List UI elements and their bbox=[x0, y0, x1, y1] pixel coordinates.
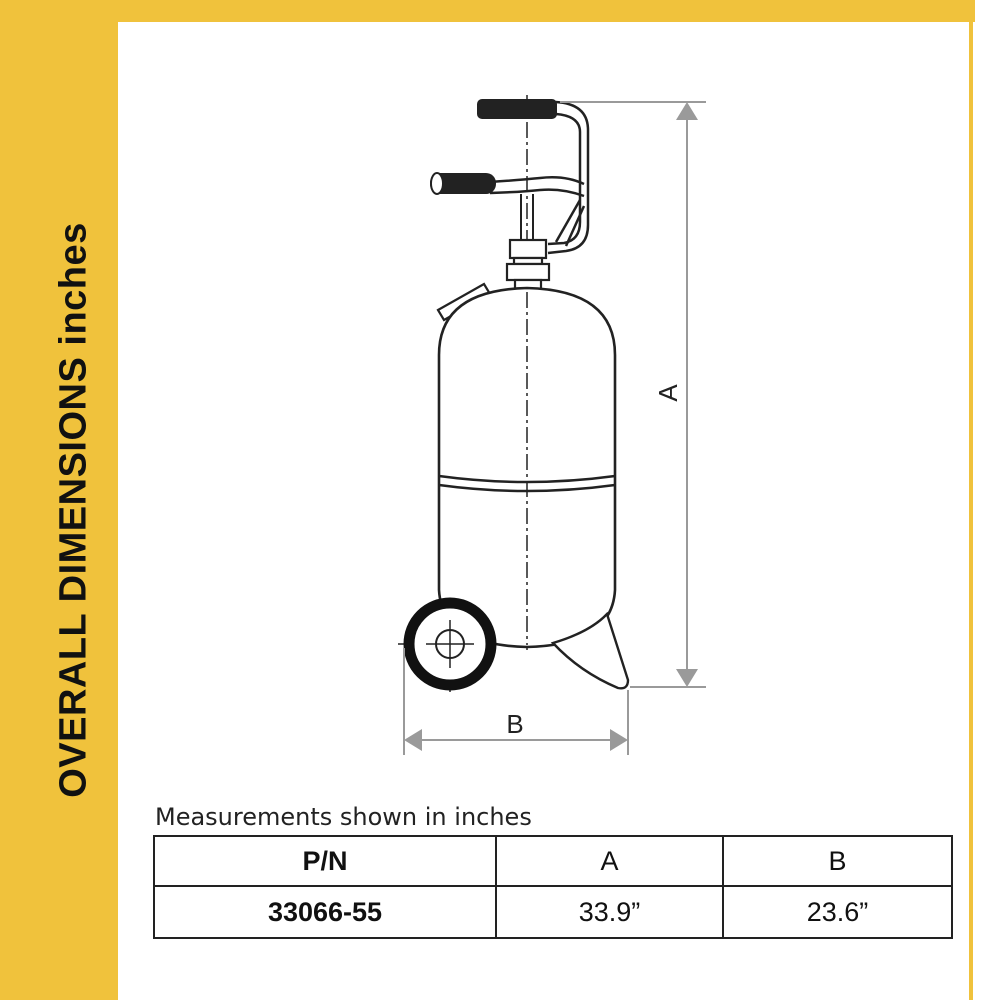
pump-lever-end bbox=[431, 173, 443, 194]
cell-b: 23.6” bbox=[723, 886, 952, 938]
side-title-unit: inches bbox=[52, 222, 95, 346]
handle-frame bbox=[490, 102, 588, 253]
measurements-caption: Measurements shown in inches bbox=[155, 803, 532, 831]
side-title-main: OVERALL DIMENSIONS bbox=[52, 356, 95, 798]
dimensions-table bbox=[153, 835, 953, 939]
dimension-b-label: B bbox=[506, 709, 524, 739]
cell-a: 33.9” bbox=[496, 886, 723, 938]
header-pn: P/N bbox=[154, 836, 496, 886]
cell-pn: 33066-55 bbox=[154, 886, 496, 938]
header-a: A bbox=[496, 836, 723, 886]
dimension-a-label: A bbox=[653, 384, 683, 402]
top-handle-grip bbox=[477, 99, 557, 119]
pump-head bbox=[507, 240, 549, 294]
table-header-row bbox=[154, 836, 952, 886]
header-b: B bbox=[723, 836, 952, 886]
table-row bbox=[154, 886, 952, 938]
